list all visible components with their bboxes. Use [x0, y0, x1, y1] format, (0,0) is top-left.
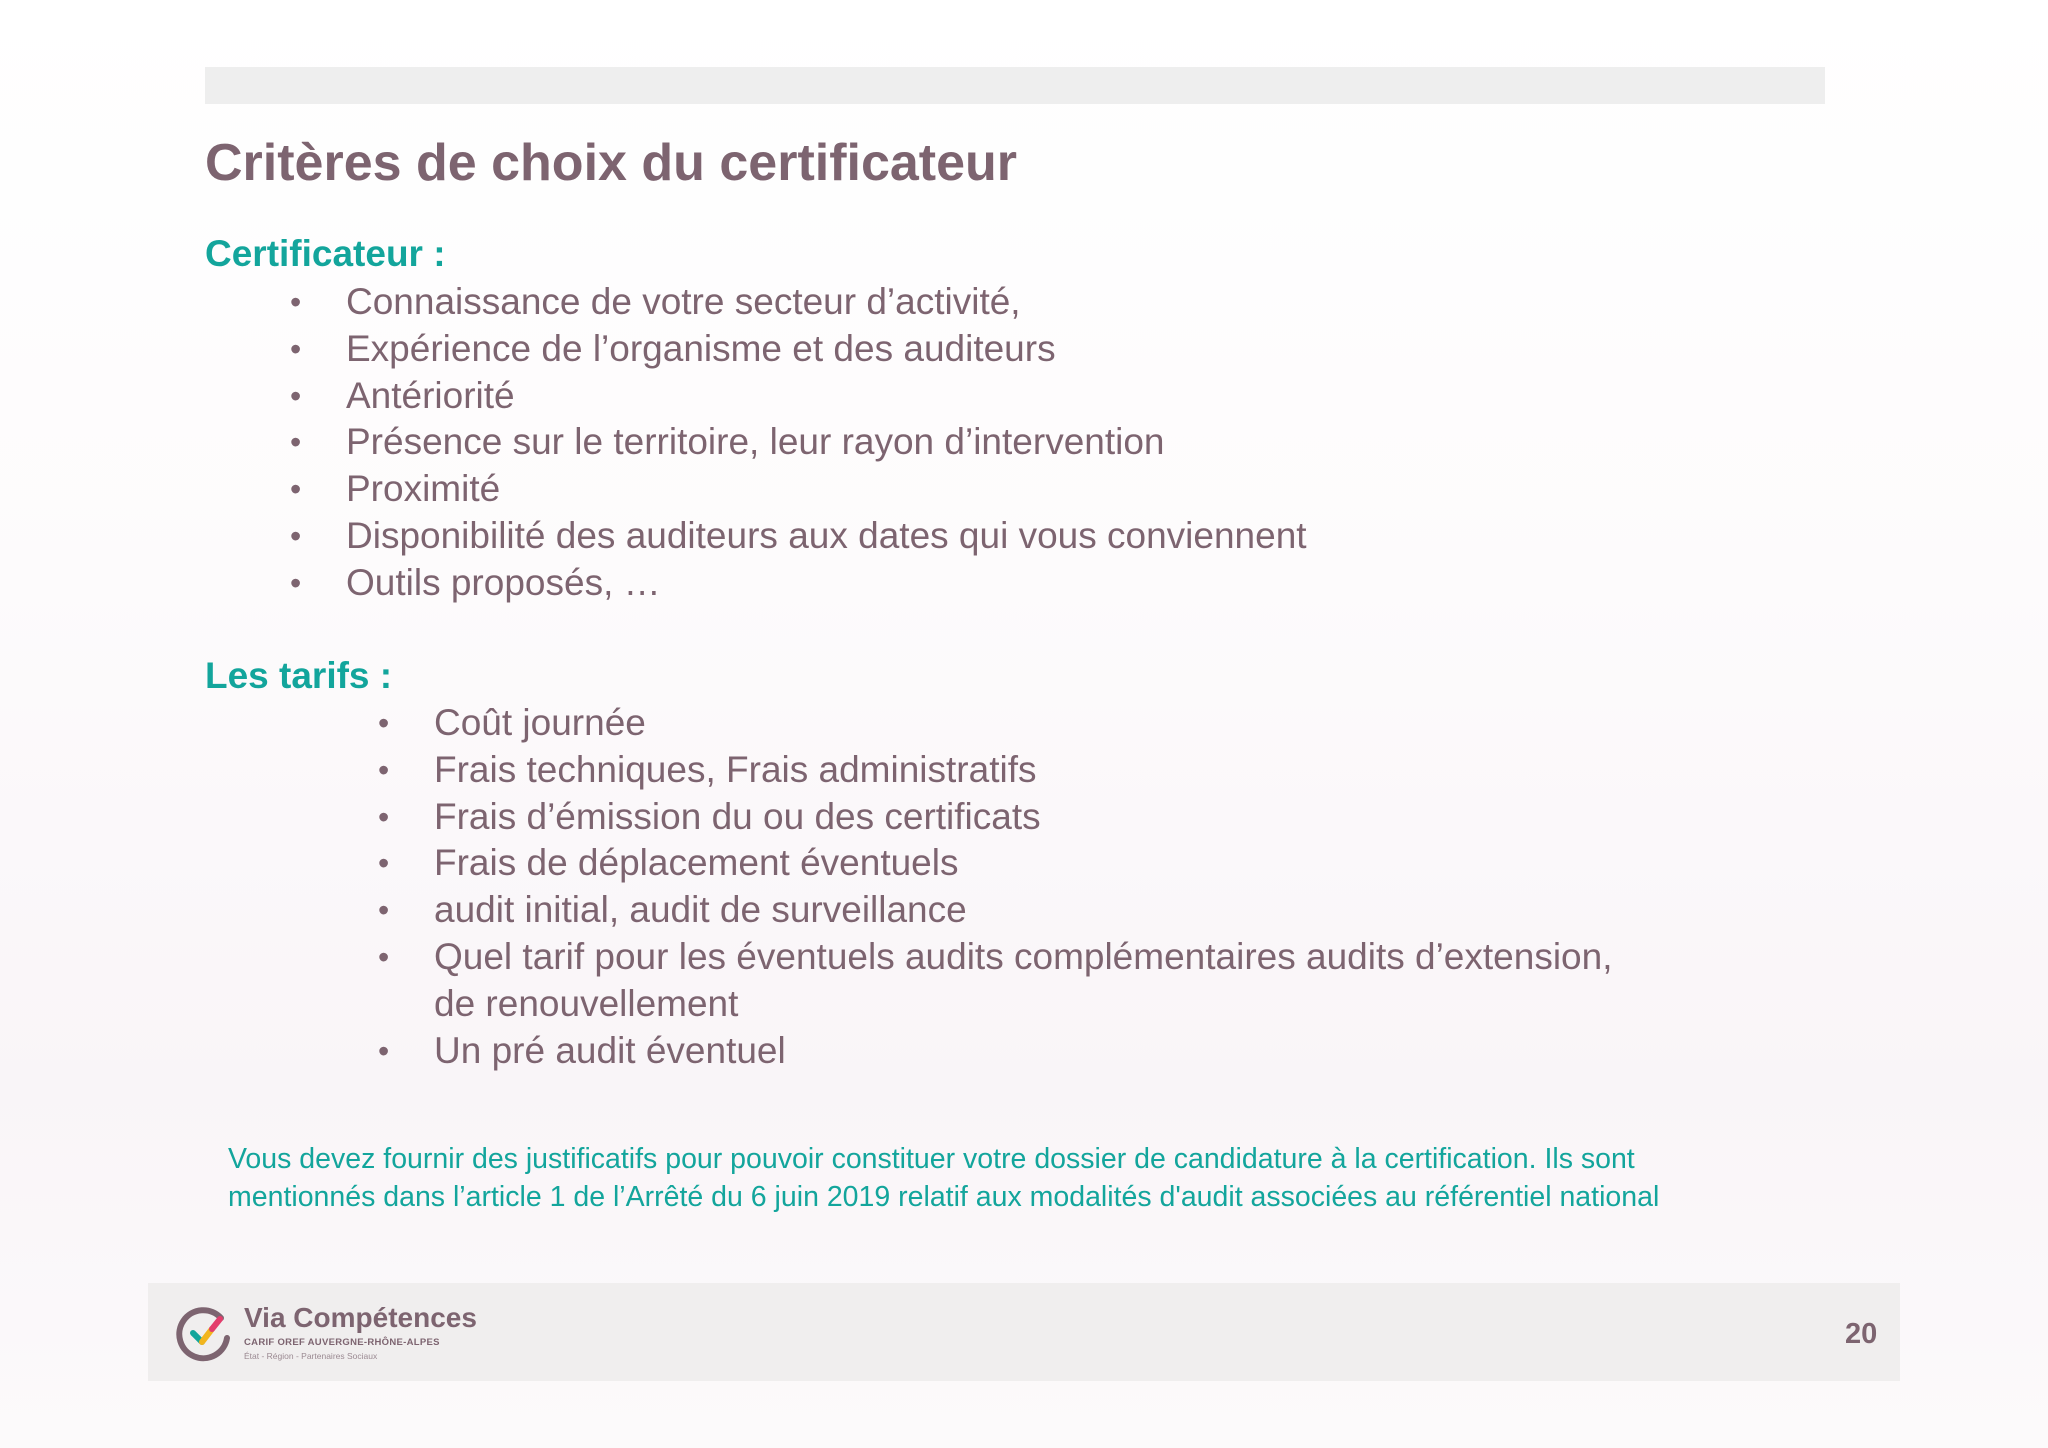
list-item: [290, 419, 1307, 466]
bullet-icon: •: [290, 517, 302, 554]
logo-tagline: État - Région - Partenaires Sociaux: [244, 1351, 378, 1361]
header-bar: [205, 67, 1825, 104]
list-item: [378, 934, 1613, 981]
list-item: [378, 840, 1612, 887]
list-item: [378, 1028, 1612, 1075]
list-item: [290, 466, 1307, 513]
list-item: [290, 373, 1307, 420]
bullet-icon: •: [378, 845, 390, 882]
bullet-icon: •: [378, 892, 390, 929]
list-item-text: Disponibilité des auditeurs aux dates qui vous conviennent: [346, 514, 1307, 556]
list-item-text: Frais de déplacement éventuels: [434, 842, 959, 884]
bullet-icon: •: [290, 564, 302, 601]
footnote: [228, 1140, 1838, 1216]
list-item-text: Outils proposés, …: [346, 561, 661, 603]
list-item: [290, 326, 1307, 373]
bullet-icon: •: [290, 330, 302, 367]
list-item: [378, 700, 1612, 747]
logo-subtitle: CARIF OREF AUVERGNE-RHÔNE-ALPES: [244, 1337, 440, 1348]
list-item-text: Frais techniques, Frais administratifs: [434, 748, 1037, 790]
list-item: [290, 560, 1307, 607]
list-item-text: Quel tarif pour les éventuels audits complémentaires audits d’extension,: [434, 935, 1613, 977]
list-item-text: Antériorité: [346, 374, 515, 416]
section-heading-tarifs: Les tarifs :: [205, 655, 393, 696]
list-item: [290, 513, 1307, 560]
list-item: [378, 887, 1612, 934]
list-item-text: Proximité: [346, 468, 501, 510]
list-item-text: Un pré audit éventuel: [434, 1029, 786, 1071]
checkmark-circle-icon: [176, 1304, 234, 1362]
list-item: [290, 279, 1307, 326]
list-item-text: audit initial, audit de surveillance: [434, 889, 967, 931]
bullet-icon: •: [290, 471, 302, 508]
list-item-text: Connaissance de votre secteur d’activité,: [346, 281, 1021, 322]
bullet-icon: •: [378, 798, 390, 835]
list-item-continuation: [434, 981, 1612, 1028]
list-item-text: Présence sur le territoire, leur rayon d’intervention: [346, 421, 1165, 463]
bullet-icon: •: [290, 377, 302, 414]
logo-name: Via Compétences: [244, 1302, 477, 1333]
bullet-icon: •: [378, 938, 390, 975]
page-number: 20: [1845, 1318, 1878, 1350]
bullet-icon: •: [378, 705, 390, 741]
list-item-text: Coût journée: [434, 702, 646, 743]
slide-title: Critères de choix du certificateur: [205, 134, 1018, 192]
footnote-line-2: mentionnés dans l’article 1 de l’Arrêté du 6 juin 2019 relatif aux modalités d'audit associées au référentiel national: [228, 1181, 1660, 1213]
bullet-icon: •: [378, 751, 390, 788]
list-item: [378, 747, 1612, 794]
section-heading-certificateur: Certificateur :: [205, 233, 446, 274]
tarifs-list: [378, 700, 1613, 1074]
footnote-line-1: Vous devez fournir des justificatifs pour pouvoir constituer votre dossier de candidature à la certification. Ils sont: [228, 1143, 1635, 1175]
list-item-text: Expérience de l’organisme et des auditeurs: [346, 327, 1056, 369]
bullet-icon: •: [290, 284, 302, 320]
list-item-text: Frais d’émission du ou des certificats: [434, 795, 1041, 837]
via-competences-logo: [176, 1302, 496, 1366]
list-item: [378, 794, 1612, 841]
bullet-icon: •: [290, 424, 302, 461]
certificateur-list: [290, 279, 1307, 607]
list-item-text: de renouvellement: [434, 982, 739, 1024]
bullet-icon: •: [378, 1032, 390, 1069]
